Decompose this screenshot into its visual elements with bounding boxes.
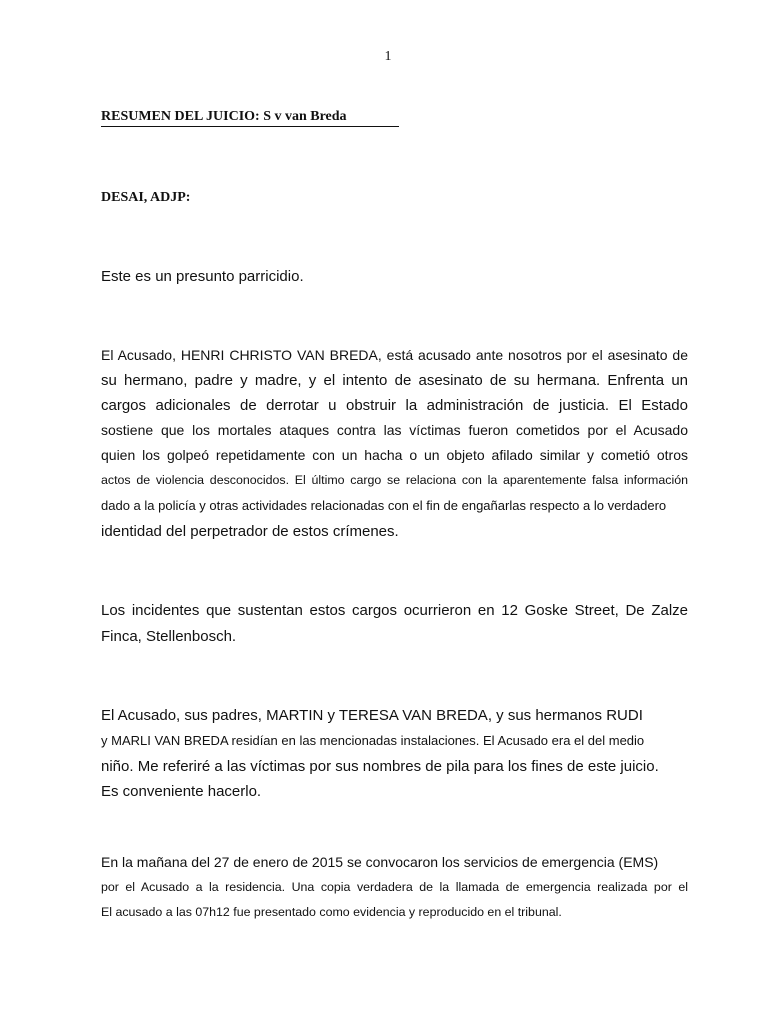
paragraph-line: El Acusado, sus padres, MARTIN y TERESA VAN BREDA, y sus hermanos RUDI — [101, 707, 643, 724]
page-number: 1 — [384, 49, 392, 64]
paragraph-line: Finca, Stellenbosch. — [101, 628, 237, 645]
paragraph-line: El Acusado, HENRI CHRISTO VAN BREDA, está acusado ante nosotros por el asesinato de — [101, 347, 688, 363]
paragraph-line: actos de violencia desconocidos. El último cargo se relaciona con la aparentemente falsa información — [101, 473, 688, 487]
paragraph-line: identidad del perpetrador de estos crímenes. — [101, 523, 399, 540]
paragraph-line: su hermano, padre y madre, y el intento de asesinato de su hermana. Enfrenta un — [101, 372, 688, 389]
paragraph-line: y MARLI VAN BREDA residían en las mencionadas instalaciones. El Acusado era el del medio — [101, 733, 645, 748]
paragraph-line: Este es un presunto parricidio. — [101, 268, 304, 285]
paragraph-line: Es conveniente hacerlo. — [101, 783, 262, 800]
paragraph-line: cargos adicionales de derrotar u obstruir la administración de justicia. El Estado — [101, 397, 688, 414]
paragraph-line: El acusado a las 07h12 fue presentado como evidencia y reproducido en el tribunal. — [101, 905, 562, 919]
paragraph-line: dado a la policía y otras actividades relacionadas con el fin de engañarlas respecto a lo verdadero — [101, 498, 667, 513]
judgment-title: RESUMEN DEL JUICIO: S v van Breda — [101, 109, 347, 124]
paragraph-line: quien los golpeó repetidamente con un hacha o un objeto afilado similar y cometió otros — [101, 447, 688, 463]
paragraph-line: sostiene que los mortales ataques contra las víctimas fueron cometidos por el Acusado — [101, 422, 688, 438]
paragraph-line: niño. Me referiré a las víctimas por sus nombres de pila para los fines de este juicio. — [101, 758, 659, 775]
paragraph-line: Los incidentes que sustentan estos cargos ocurrieron en 12 Goske Street, De Zalze — [101, 602, 688, 619]
paragraph-line: por el Acusado a la residencia. Una copia verdadera de la llamada de emergencia realizada por el — [101, 880, 688, 894]
title-underline — [101, 126, 399, 127]
paragraph-line: En la mañana del 27 de enero de 2015 se convocaron los servicios de emergencia (EMS) — [101, 854, 659, 870]
judge-name: DESAI, ADJP: — [101, 190, 191, 205]
